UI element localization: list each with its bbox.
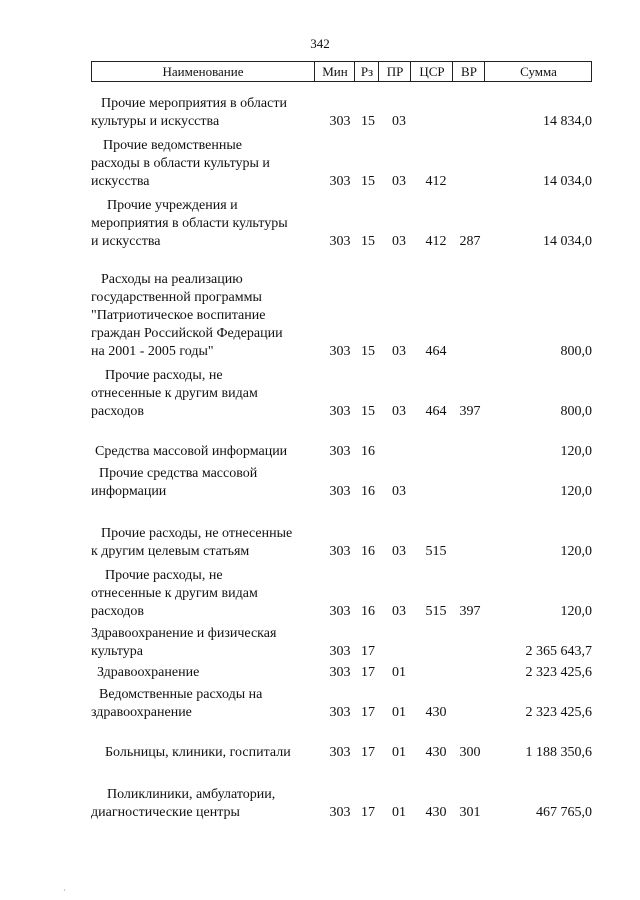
cell-rz: 15 [361,234,375,249]
row-name [91,95,316,131]
table-row [0,367,640,421]
row-name-line: на 2001 - 2005 годы" [91,344,214,359]
cell-sum: 14 834,0 [543,114,592,129]
cell-pr: 03 [392,404,406,419]
row-name [91,664,316,682]
cell-sum: 1 188 350,6 [525,745,592,760]
cell-min: 303 [329,484,351,499]
cell-sum: 14 034,0 [543,174,592,189]
cell-pr: 03 [392,484,406,499]
cell-csr: 430 [425,805,447,820]
cell-pr: 01 [392,665,406,680]
cell-rz: 15 [361,404,375,419]
cell-pr: 03 [392,544,406,559]
row-name [91,367,316,421]
cell-rz: 17 [361,745,375,760]
cell-sum: 120,0 [560,544,592,559]
cell-min: 303 [329,444,351,459]
row-name-line: отнесенные к другим видам [91,386,258,401]
cell-sum: 120,0 [560,444,592,459]
row-name-line: культура [91,644,143,659]
cell-min: 303 [329,234,351,249]
cell-rz: 17 [361,665,375,680]
cell-csr: 515 [425,604,447,619]
table-row [0,443,640,461]
row-name [91,443,316,461]
cell-min: 303 [329,805,351,820]
table-row [0,197,640,251]
table-row [0,567,640,621]
cell-csr: 464 [425,344,447,359]
row-name-line: культуры и искусства [91,114,220,129]
row-name [91,686,316,722]
cell-pr: 01 [392,705,406,720]
row-name-line: Средства массовой информации [95,444,288,459]
table-row [0,625,640,661]
cell-sum: 800,0 [560,404,592,419]
cell-csr: 412 [425,174,447,189]
header-sum: Сумма [484,62,592,81]
row-name-line: Здравоохранение и физическая [91,626,277,641]
row-name-line: расходы в области культуры и [91,156,270,171]
cell-min: 303 [329,544,351,559]
row-name-line: Прочие расходы, не отнесенные [101,526,293,541]
table-header [91,61,592,82]
table-row [0,465,640,501]
cell-csr: 412 [425,234,447,249]
row-name [91,567,316,621]
cell-pr: 03 [392,604,406,619]
row-name [91,137,316,191]
page-mark: · [63,886,66,895]
cell-rz: 17 [361,644,375,659]
row-name-line: Поликлиники, амбулатории, [107,787,276,802]
cell-rz: 17 [361,805,375,820]
row-name-line: Прочие мероприятия в области [101,96,287,111]
cell-pr: 03 [392,174,406,189]
row-name-line: искусства [91,174,150,189]
row-name-line: Прочие расходы, не [105,368,223,383]
cell-sum: 120,0 [560,484,592,499]
cell-vr: 287 [459,234,481,249]
row-name-line: "Патриотическое воспитание [91,308,266,323]
cell-pr: 03 [392,344,406,359]
cell-vr: 397 [459,404,481,419]
cell-rz: 16 [361,484,375,499]
table-row [0,744,640,762]
cell-vr: 397 [459,604,481,619]
row-name-line: Прочие средства массовой [99,466,258,481]
table-row [0,664,640,682]
cell-sum: 800,0 [560,344,592,359]
row-name [91,525,316,561]
cell-min: 303 [329,644,351,659]
cell-sum: 2 323 425,6 [525,665,592,680]
row-name-line: расходов [91,604,145,619]
cell-sum: 2 365 643,7 [525,644,592,659]
header-vr: ВР [452,62,485,81]
cell-pr: 03 [392,114,406,129]
cell-pr: 01 [392,745,406,760]
cell-csr: 430 [425,705,447,720]
cell-csr: 464 [425,404,447,419]
cell-rz: 16 [361,444,375,459]
header-pr: ПР [378,62,411,81]
table-row [0,271,640,361]
row-name-line: мероприятия в области культуры [91,216,288,231]
row-name-line: Расходы на реализацию [101,272,243,287]
row-name-line: здравоохранение [91,705,192,720]
row-name [91,744,316,762]
cell-min: 303 [329,174,351,189]
row-name-line: отнесенные к другим видам [91,586,258,601]
cell-sum: 467 765,0 [536,805,592,820]
row-name-line: расходов [91,404,145,419]
row-name-line: и искусства [91,234,161,249]
row-name-line: граждан Российской Федерации [91,326,283,341]
cell-sum: 2 323 425,6 [525,705,592,720]
table-row [0,686,640,722]
cell-min: 303 [329,665,351,680]
row-name-line: диагностические центры [91,805,240,820]
header-csr: ЦСР [410,62,453,81]
cell-min: 303 [329,745,351,760]
row-name-line: Ведомственные расходы на [99,687,263,702]
cell-min: 303 [329,344,351,359]
cell-rz: 15 [361,114,375,129]
row-name [91,786,316,822]
row-name-line: Здравоохранение [97,665,200,680]
cell-min: 303 [329,404,351,419]
cell-vr: 300 [459,745,481,760]
cell-rz: 15 [361,174,375,189]
table-row [0,525,640,561]
row-name [91,197,316,251]
row-name [91,465,316,501]
cell-pr: 01 [392,805,406,820]
cell-rz: 16 [361,604,375,619]
row-name-line: Прочие расходы, не [105,568,223,583]
table-row [0,95,640,131]
header-name: Наименование [162,64,244,79]
table-row [0,137,640,191]
header-min: Мин [314,62,355,81]
header-rz: Рз [354,62,379,81]
cell-pr: 03 [392,234,406,249]
cell-rz: 15 [361,344,375,359]
row-name-line: Прочие ведомственные [103,138,242,153]
cell-vr: 301 [459,805,481,820]
row-name-line: Прочие учреждения и [107,198,238,213]
cell-rz: 17 [361,705,375,720]
table-row [0,786,640,822]
row-name-line: Больницы, клиники, госпитали [105,745,291,760]
cell-sum: 120,0 [560,604,592,619]
page-number: 342 [310,36,330,51]
row-name-line: информации [91,484,167,499]
cell-min: 303 [329,114,351,129]
cell-sum: 14 034,0 [543,234,592,249]
row-name-line: к другим целевым статьям [91,544,250,559]
row-name [91,625,316,661]
cell-rz: 16 [361,544,375,559]
row-name-line: государственной программы [91,290,262,305]
cell-csr: 515 [425,544,447,559]
cell-min: 303 [329,705,351,720]
cell-min: 303 [329,604,351,619]
row-name [91,271,316,361]
cell-csr: 430 [425,745,447,760]
